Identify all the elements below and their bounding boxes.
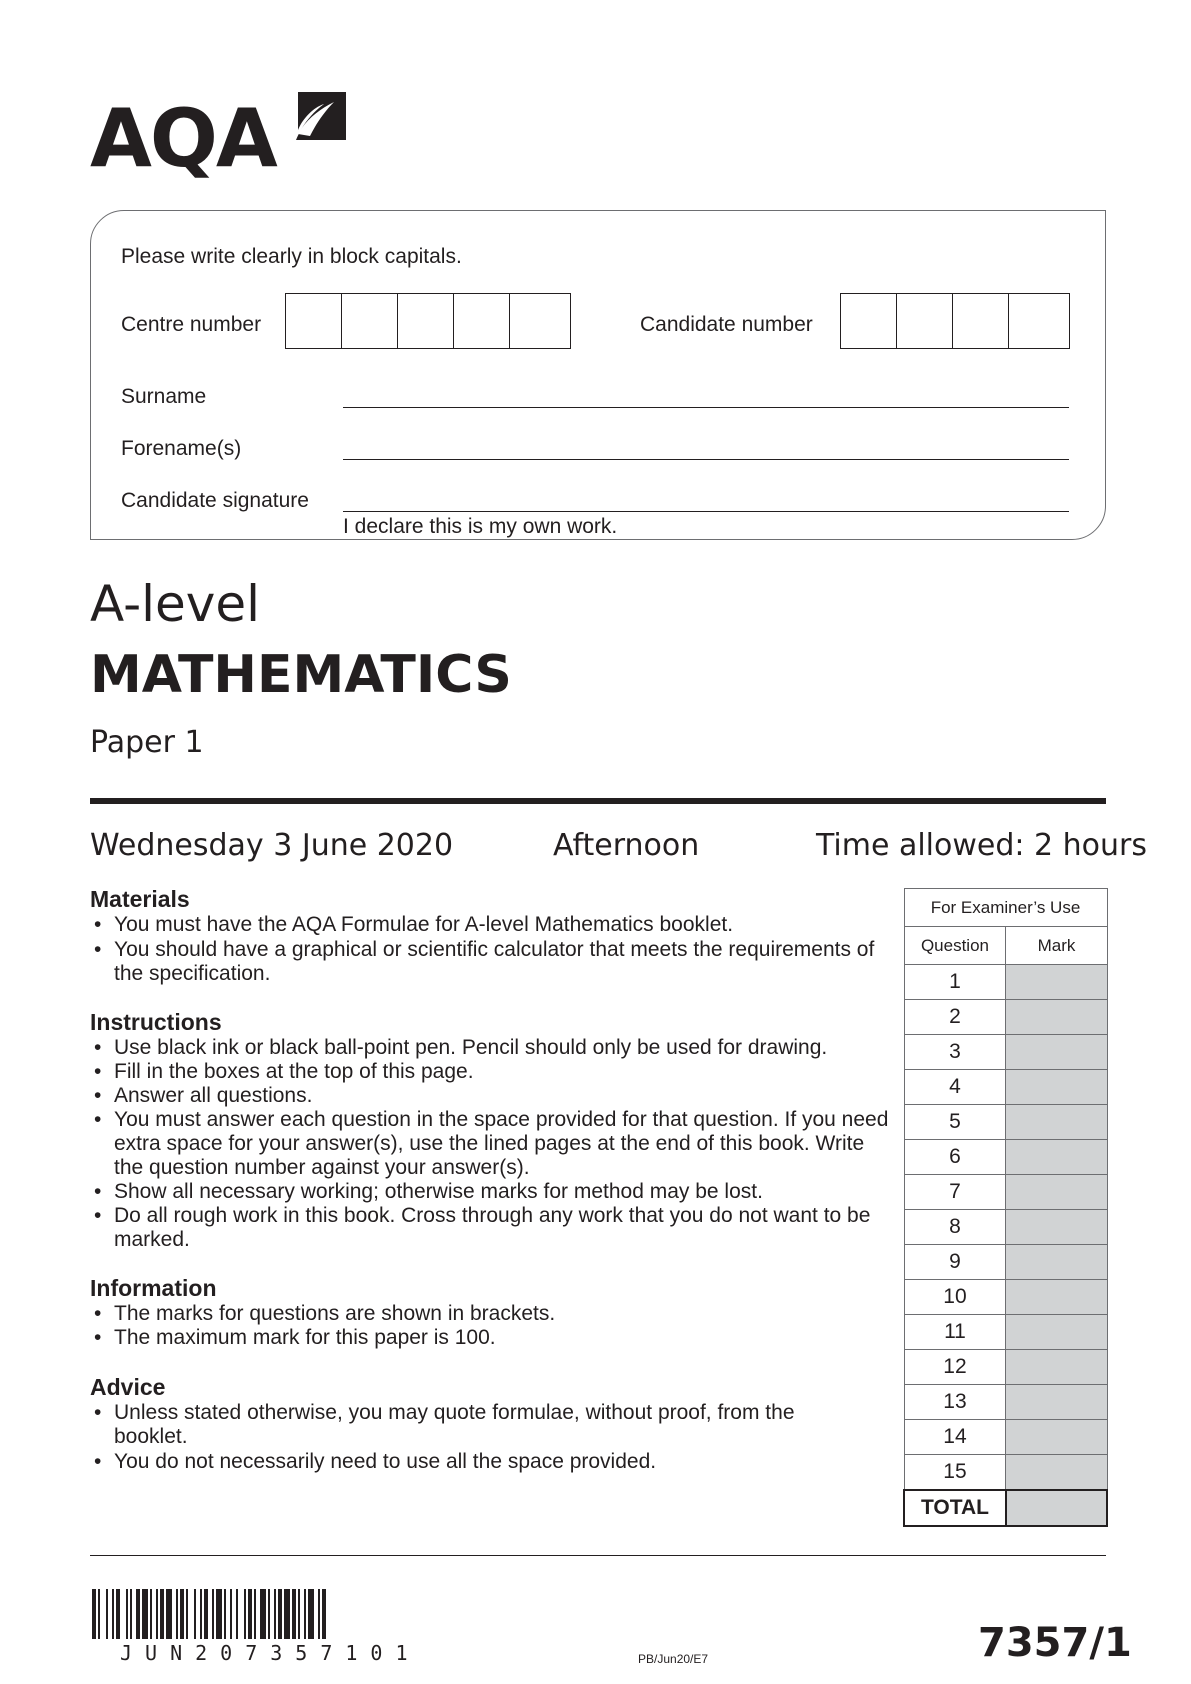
candidate-number-label: Candidate number [640,313,813,336]
mark-cell [1006,1175,1107,1210]
question-number: 3 [904,1035,1006,1070]
list-item: • Do all rough work in this book. Cross through any work that you do not want to be marked. [94,1204,871,1251]
question-number: 9 [904,1245,1006,1280]
footer-divider [90,1555,1106,1556]
examiner-use-table [903,888,1108,1527]
advice-heading: Advice [90,1374,166,1400]
question-number: 5 [904,1105,1006,1140]
question-number: 12 [904,1350,1006,1385]
question-number: 4 [904,1070,1006,1105]
signature-label: Candidate signature [121,489,309,512]
surname-label: Surname [121,385,207,408]
declaration-text: I declare this is my own work. [343,515,618,538]
centre-digit-box[interactable] [454,294,510,348]
centre-digit-box[interactable] [510,294,568,348]
list-item: • Answer all questions. [94,1084,313,1107]
total-mark-cell [1006,1490,1107,1526]
table-row [904,1350,1107,1385]
barcode-digits: JUN207357101 [120,1641,421,1665]
list-item: • The marks for questions are shown in brackets. [94,1302,556,1325]
table-row [904,1070,1107,1105]
title-divider [90,798,1106,804]
qualification-level: A-level [90,575,261,633]
table-row [904,1420,1107,1455]
question-column-header: Question [904,927,1006,965]
total-row [904,1490,1107,1526]
table-row [904,1175,1107,1210]
table-row [904,1245,1107,1280]
table-row [904,1210,1107,1245]
question-number: 11 [904,1315,1006,1350]
table-row [904,1000,1107,1035]
mark-cell [1006,1210,1107,1245]
question-number: 10 [904,1280,1006,1315]
logo-text: AQA [90,92,276,185]
mark-cell [1006,1350,1107,1385]
centre-number-label: Centre number [121,313,262,336]
table-row [904,1455,1107,1491]
mark-cell [1006,1280,1107,1315]
list-item: • You must answer each question in the space provided for that question. If you need extra space for your answer(s), use the lined pages at the end of this book. Write the question number against your answer(s). [94,1108,889,1179]
candidate-number-boxes[interactable] [840,293,1070,349]
question-number: 15 [904,1455,1006,1491]
question-number: 2 [904,1000,1006,1035]
table-row [904,1105,1107,1140]
materials-heading: Materials [90,886,190,912]
time-allowed: Time allowed: 2 hours [816,828,1148,863]
examiner-table-title: For Examiner’s Use [904,889,1107,927]
mark-cell [1006,1420,1107,1455]
candidate-digit-box[interactable] [953,294,1009,348]
exam-session: Afternoon [553,828,700,863]
centre-number-boxes[interactable] [285,293,571,349]
total-label: TOTAL [904,1490,1006,1526]
mark-cell [1006,1140,1107,1175]
table-row [904,1140,1107,1175]
surname-field[interactable] [343,407,1069,408]
centre-digit-box[interactable] [398,294,454,348]
list-item: • You should have a graphical or scientific calculator that meets the requirements of the specification. [94,938,875,985]
subject-title: MATHEMATICS [90,645,512,705]
table-row [904,1315,1107,1350]
list-item: • You do not necessarily need to use all the space provided. [94,1450,657,1473]
table-row [904,1385,1107,1420]
mark-cell [1006,1035,1107,1070]
list-item: • The maximum mark for this paper is 100. [94,1326,496,1349]
exam-date: Wednesday 3 June 2020 [90,828,454,863]
information-heading: Information [90,1275,217,1301]
list-item: • You must have the AQA Formulae for A-level Mathematics booklet. [94,913,734,936]
aqa-logo [90,90,350,185]
barcode [92,1589,472,1639]
mark-column-header: Mark [1006,927,1107,965]
instructions-heading: Instructions [90,1009,222,1035]
paper-code: 7357/1 [978,1620,1132,1666]
list-item: • Show all necessary working; otherwise marks for method may be lost. [94,1180,763,1203]
question-number: 1 [904,965,1006,1000]
signature-field[interactable] [343,511,1069,512]
question-number: 8 [904,1210,1006,1245]
leaf-icon [290,90,348,146]
question-number: 14 [904,1420,1006,1455]
paper-number: Paper 1 [90,725,204,760]
mark-cell [1006,1315,1107,1350]
candidate-digit-box[interactable] [841,294,897,348]
candidate-digit-box[interactable] [1009,294,1067,348]
mark-cell [1006,965,1107,1000]
list-item: • Unless stated otherwise, you may quote formulae, without proof, from the booklet. [94,1401,795,1448]
mark-cell [1006,1105,1107,1140]
question-number: 7 [904,1175,1006,1210]
paper-reference: PB/Jun20/E7 [638,1652,709,1666]
mark-cell [1006,1000,1107,1035]
candidate-digit-box[interactable] [897,294,953,348]
candidate-details-box [90,210,1106,540]
mark-cell [1006,1455,1107,1491]
list-item: • Fill in the boxes at the top of this page. [94,1060,474,1083]
table-row [904,965,1107,1000]
forenames-label: Forename(s) [121,437,242,460]
mark-cell [1006,1245,1107,1280]
list-item: • Use black ink or black ball-point pen. Pencil should only be used for drawing. [94,1036,828,1059]
centre-digit-box[interactable] [342,294,398,348]
mark-cell [1006,1070,1107,1105]
question-number: 6 [904,1140,1006,1175]
forenames-field[interactable] [343,459,1069,460]
centre-digit-box[interactable] [286,294,342,348]
block-capitals-instruction: Please write clearly in block capitals. [121,245,462,268]
table-row [904,1035,1107,1070]
table-row [904,1280,1107,1315]
mark-cell [1006,1385,1107,1420]
question-number: 13 [904,1385,1006,1420]
